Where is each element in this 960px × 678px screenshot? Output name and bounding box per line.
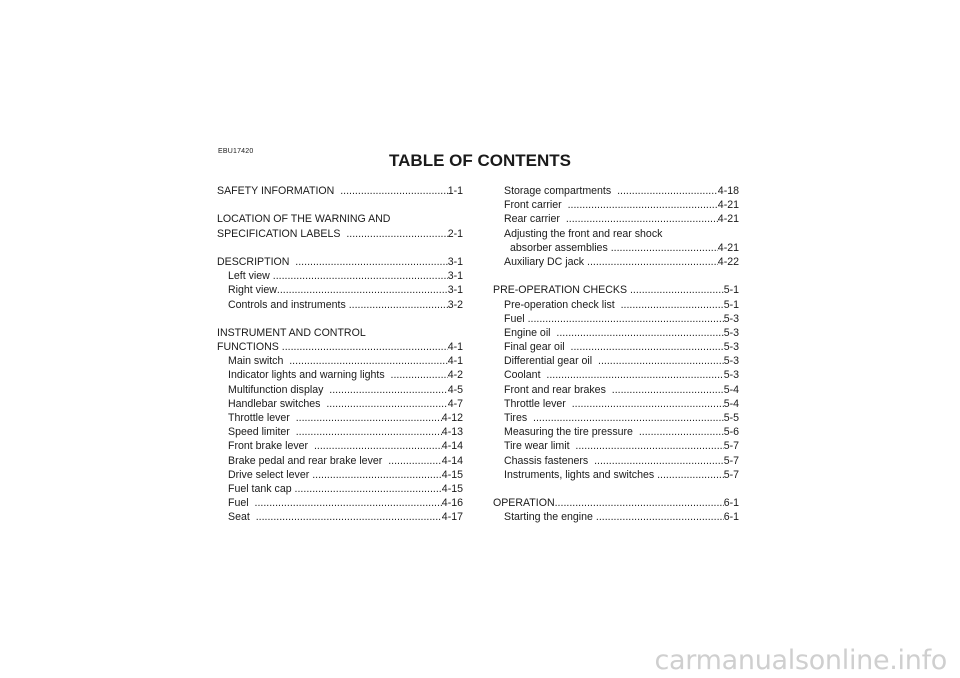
toc-entry-label: Fuel	[504, 312, 528, 325]
dot-leader	[528, 312, 724, 326]
toc-entry-throttle-lever[interactable]	[493, 397, 739, 411]
toc-entry-multifunction-display[interactable]	[217, 383, 463, 397]
toc-entry-label: Pre-operation check list	[504, 298, 621, 311]
dot-leader	[295, 482, 442, 496]
toc-heading-line: LOCATION OF THE WARNING AND	[217, 213, 391, 226]
toc-page-number: 5-3	[723, 355, 739, 368]
toc-page-number: 1-1	[447, 185, 463, 197]
dot-leader	[256, 510, 442, 524]
dot-leader	[296, 411, 442, 425]
toc-entry-absorber-assemblies[interactable]	[493, 241, 739, 255]
dot-leader	[346, 227, 447, 241]
toc-entry-label: SPECIFICATION LABELS	[217, 227, 347, 240]
toc-entry-label: Indicator lights and warning lights	[228, 369, 391, 382]
dot-leader	[594, 454, 724, 468]
document-code: EBU17420	[218, 148, 254, 155]
toc-entry-label: Brake pedal and rear brake lever	[228, 454, 389, 467]
toc-entry-main-switch[interactable]	[217, 354, 463, 368]
toc-page-number: 5-3	[723, 369, 739, 382]
toc-entry-right-view[interactable]	[217, 283, 463, 297]
toc-page-number: 4-18	[717, 185, 739, 197]
dot-leader	[639, 425, 724, 439]
toc-entry-label: Main switch	[228, 355, 290, 368]
toc-page-number: 5-1	[723, 298, 739, 311]
toc-page-number: 4-2	[447, 369, 463, 382]
toc-entry-engine-oil[interactable]	[493, 326, 739, 340]
toc-entry-throttle-lever[interactable]	[217, 411, 463, 425]
dot-leader	[598, 354, 724, 368]
toc-entry-indicator-lights[interactable]	[217, 368, 463, 382]
dot-leader	[296, 425, 442, 439]
toc-entry-fuel-tank-cap[interactable]	[217, 482, 463, 496]
dot-leader	[391, 368, 448, 382]
toc-entry-label: Measuring the tire pressure	[504, 426, 639, 439]
toc-page-number: 5-7	[723, 454, 739, 467]
toc-page-number: 4-14	[441, 454, 463, 467]
dot-leader	[596, 510, 724, 524]
toc-entry-label: Front and rear brakes	[504, 383, 612, 396]
toc-entry-tires[interactable]	[493, 411, 739, 425]
toc-entry-label: PRE-OPERATION CHECKS	[493, 284, 630, 297]
toc-page-number: 6-1	[723, 497, 739, 510]
toc-entry-label: Instruments, lights and switches	[504, 468, 658, 481]
toc-heading-line: Adjusting the front and rear shock	[504, 227, 663, 240]
toc-entry-tire-wear-limit[interactable]	[493, 439, 739, 453]
toc-entry-chassis-fasteners[interactable]	[493, 454, 739, 468]
toc-entry-label: Fuel	[228, 497, 255, 510]
toc-entry-label: Right view	[228, 284, 277, 297]
toc-entry-controls-and-instruments[interactable]	[217, 298, 463, 312]
toc-entry-label: DESCRIPTION	[217, 255, 296, 268]
toc-entry-description[interactable]	[217, 255, 463, 269]
toc-entry-label: Multifunction display	[228, 383, 330, 396]
dot-leader	[282, 340, 448, 354]
dot-leader	[611, 241, 718, 255]
toc-page-number: 4-1	[447, 355, 463, 368]
toc-page-number: 5-3	[723, 326, 739, 339]
toc-entry-pre-operation-check-list[interactable]	[493, 298, 739, 312]
toc-entry-storage-compartments[interactable]	[493, 184, 739, 198]
toc-page-number: 4-1	[447, 341, 463, 354]
toc-entry-instruments-lights-switches[interactable]	[493, 468, 739, 482]
toc-entry-label: Throttle lever	[228, 412, 296, 424]
toc-entry-fuel[interactable]	[493, 312, 739, 326]
toc-entry-label: Tire wear limit	[504, 440, 576, 453]
toc-entry-final-gear-oil[interactable]	[493, 340, 739, 354]
toc-entry-measuring-tire-pressure[interactable]	[493, 425, 739, 439]
toc-entry-label: FUNCTIONS	[217, 341, 282, 354]
toc-entry-differential-gear-oil[interactable]	[493, 354, 739, 368]
toc-page-number: 4-14	[441, 440, 463, 453]
toc-page-number: 4-17	[441, 511, 463, 524]
dot-leader	[621, 298, 724, 312]
toc-page-number: 5-4	[723, 397, 739, 410]
toc-entry-front-brake-lever[interactable]	[217, 439, 463, 453]
toc-entry-label: Starting the engine	[504, 511, 596, 524]
toc-entry-starting-the-engine[interactable]	[493, 510, 739, 524]
dot-leader	[572, 397, 724, 411]
toc-entry-label: Tires	[504, 412, 534, 424]
dot-leader	[568, 198, 718, 212]
toc-entry-front-and-rear-brakes[interactable]	[493, 383, 739, 397]
toc-entry-label: Handlebar switches	[228, 397, 327, 410]
dot-leader	[546, 368, 723, 382]
dot-leader	[255, 496, 442, 510]
dot-leader	[566, 212, 718, 226]
watermark: carmanualsonline.info	[654, 645, 947, 676]
toc-entry-label: Engine oil	[504, 326, 557, 339]
toc-entry-left-view[interactable]	[217, 269, 463, 283]
dot-leader	[555, 496, 724, 510]
dot-leader	[273, 269, 448, 283]
toc-page-number: 3-1	[447, 255, 463, 268]
toc-page-number: 4-22	[717, 255, 739, 268]
toc-page-number: 4-21	[717, 199, 739, 212]
toc-entry-label: Front brake lever	[228, 440, 314, 453]
toc-entry-coolant[interactable]	[493, 368, 739, 382]
dot-leader	[349, 298, 448, 312]
toc-entry-pre-operation-checks[interactable]	[493, 283, 739, 297]
dot-leader	[312, 468, 442, 482]
toc-entry-label: Speed limiter	[228, 426, 296, 439]
toc-page-number: 2-1	[447, 227, 463, 240]
toc-entry-label: Front carrier	[504, 199, 568, 212]
toc-page-number: 5-7	[723, 440, 739, 453]
dot-leader	[575, 439, 723, 453]
toc-entry-label: absorber assemblies	[510, 241, 611, 254]
dot-leader	[630, 283, 724, 297]
toc-entry-label: Fuel tank cap	[228, 482, 295, 495]
dot-leader	[295, 255, 447, 269]
toc-entry-auxiliary-dc-jack[interactable]	[493, 255, 739, 269]
dot-leader	[533, 411, 724, 425]
toc-page-number: 5-1	[723, 284, 739, 297]
toc-entry-safety-information[interactable]	[217, 184, 463, 198]
toc-entry-drive-select-lever[interactable]	[217, 468, 463, 482]
toc-page-number: 4-13	[441, 426, 463, 439]
toc-left-column	[217, 184, 463, 525]
toc-entry-front-carrier[interactable]	[493, 198, 739, 212]
dot-leader	[657, 468, 724, 482]
toc-heading-line: INSTRUMENT AND CONTROL	[217, 326, 366, 339]
toc-page-number: 4-16	[441, 497, 463, 510]
toc-page-number: 5-3	[723, 341, 739, 354]
toc-entry-label: Rear carrier	[504, 213, 566, 226]
toc-page-number: 5-6	[723, 426, 739, 439]
toc-entry-specification-labels[interactable]	[217, 227, 463, 241]
toc-entry-label: Throttle lever	[504, 397, 572, 410]
toc-page-number: 3-2	[447, 298, 463, 311]
dot-leader	[314, 439, 442, 453]
toc-entry-functions[interactable]	[217, 340, 463, 354]
dot-leader	[617, 184, 718, 198]
toc-page-number: 4-21	[717, 213, 739, 226]
dot-leader	[587, 255, 718, 269]
toc-entry-label: Storage compartments	[504, 185, 618, 197]
toc-entry-label: OPERATION	[493, 497, 555, 510]
toc-entry-label: Left view	[228, 270, 273, 283]
toc-entry-label: Coolant	[504, 369, 547, 382]
toc-entry-brake-pedal[interactable]	[217, 454, 463, 468]
toc-entry-label: Differential gear oil	[504, 355, 599, 368]
page-title: TABLE OF CONTENTS	[389, 151, 571, 170]
toc-entry-label: Controls and instruments	[228, 298, 349, 311]
toc-entry-label: Seat	[228, 511, 256, 524]
toc-entry-label: Final gear oil	[504, 341, 571, 354]
toc-page-number: 4-21	[717, 241, 739, 254]
toc-page-number: 4-15	[441, 468, 463, 481]
toc-page-number: 4-5	[447, 383, 463, 396]
dot-leader	[340, 184, 447, 198]
toc-entry-handlebar-switches[interactable]	[217, 397, 463, 411]
toc-page-number: 5-7	[723, 468, 739, 481]
toc-right-column	[493, 184, 739, 525]
dot-leader	[612, 383, 724, 397]
toc-entry-speed-limiter[interactable]	[217, 425, 463, 439]
toc-entry-label: Drive select lever	[228, 468, 313, 481]
dot-leader	[289, 354, 447, 368]
dot-leader	[329, 383, 447, 397]
dot-leader	[326, 397, 447, 411]
toc-page-number: 6-1	[723, 511, 739, 524]
dot-leader	[277, 283, 448, 297]
toc-entry-operation[interactable]	[493, 496, 739, 510]
toc-entry-rear-carrier[interactable]	[493, 212, 739, 226]
toc-entry-label: Chassis fasteners	[504, 454, 595, 467]
dot-leader	[556, 326, 723, 340]
toc-entry-seat[interactable]	[217, 510, 463, 524]
toc-page-number: 4-7	[447, 397, 463, 410]
toc-page-number: 5-4	[723, 383, 739, 396]
toc-page-number: 4-12	[441, 412, 463, 424]
toc-page-number: 5-5	[723, 412, 739, 424]
dot-leader	[388, 454, 442, 468]
toc-entry-label: Auxiliary DC jack	[504, 255, 588, 268]
toc-entry-fuel[interactable]	[217, 496, 463, 510]
toc-page-number: 5-3	[723, 312, 739, 325]
toc-page-number: 3-1	[447, 284, 463, 297]
toc-page-number: 3-1	[447, 270, 463, 283]
toc-entry-label: SAFETY INFORMATION	[217, 185, 341, 197]
toc-page-number: 4-15	[441, 482, 463, 495]
dot-leader	[571, 340, 724, 354]
